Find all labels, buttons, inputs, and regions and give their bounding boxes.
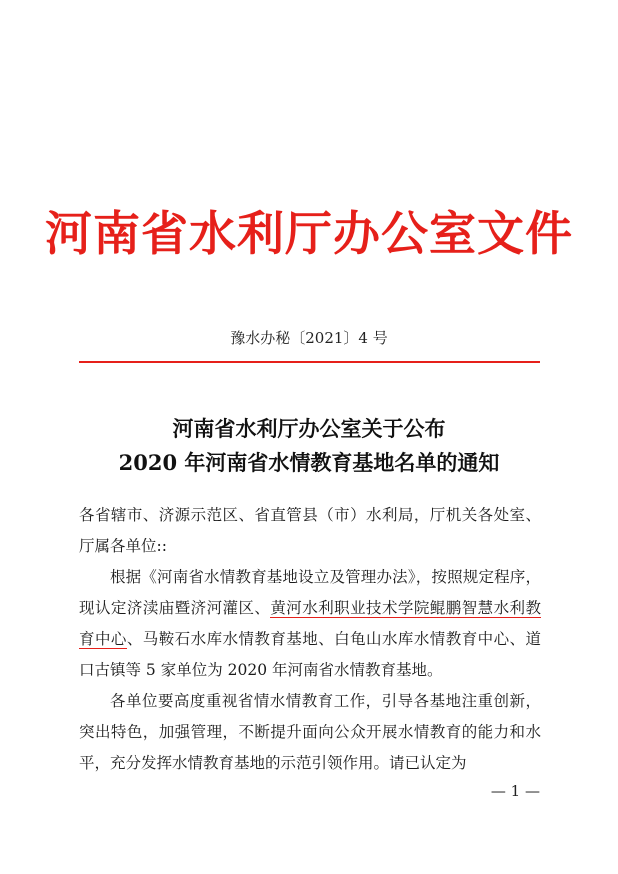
notice-body	[79, 500, 541, 779]
highlighted-institution-name: 黄河水利职业技术学院鲲鹏智慧水利教育中心	[79, 599, 541, 648]
paragraph-1-text-after: 、马鞍石水库水情教育基地、白龟山水库水情教育中心、道口古镇等 5 家单位为 2020 年河南省水情教育基地。	[79, 630, 541, 679]
paragraph-1-text-before: 根据《河南省水情教育基地设立及管理办法》，按照规定程序，现认定济渎庙暨济河灌区、	[79, 568, 541, 617]
recipients-paragraph: 各省辖市、济源示范区、省直管县（市）水利局，厅机关各处室、厅属各单位::	[79, 506, 541, 555]
notice-title-line-2: 2020 年河南省水情教育基地名单的通知	[118, 450, 500, 475]
notice-title-line-1: 河南省水利厅办公室关于公布	[172, 416, 446, 441]
red-separator-line	[79, 361, 540, 363]
document-number: 豫水办秘〔2021〕4 号	[230, 329, 388, 347]
document-header-title: 河南省水利厅办公室文件	[45, 207, 573, 262]
notice-title	[0, 412, 618, 480]
body-paragraph-2: 各单位要高度重视省情水情教育工作，引导各基地注重创新，突出特色，加强管理，不断提升面向公众开展水情教育的能力和水平，充分发挥水情教育基地的示范引领作用。请已认定为	[79, 692, 541, 772]
body-paragraph-1	[79, 562, 541, 686]
page-number: — 1 —	[490, 782, 540, 800]
